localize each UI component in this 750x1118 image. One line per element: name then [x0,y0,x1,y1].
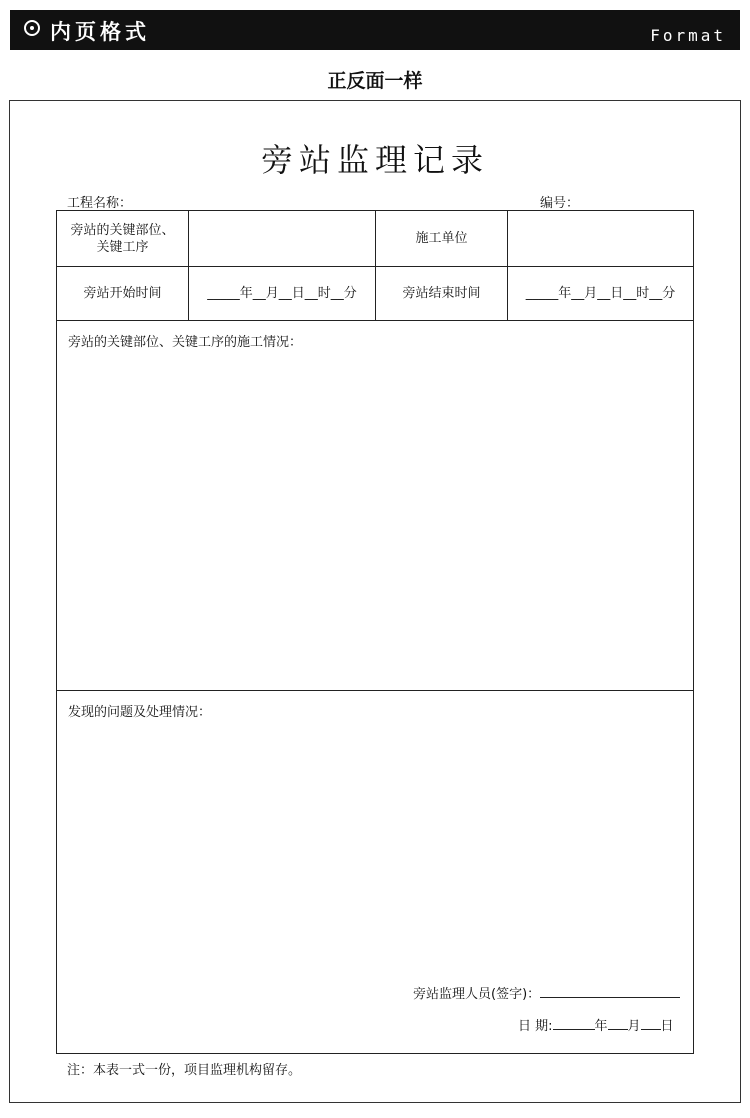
header-banner [10,10,740,50]
start-time-label: 旁站开始时间 [83,286,162,301]
key-part-label-line1: 旁站的关键部位、 [70,222,175,238]
end-time-value[interactable]: _____年__月__日__时__分 [525,286,676,301]
project-name-label: 工程名称： [67,196,133,211]
number-label: 编号： [540,196,580,211]
footer-note: 注：本表一式一份，项目监理机构留存。 [67,1063,302,1078]
signature-field[interactable] [540,985,680,998]
page-subtitle: 正反面一样 [327,70,423,92]
construction-unit-label: 施工单位 [415,231,468,246]
key-part-label-cell [57,211,188,266]
date-day-field[interactable] [641,1017,661,1030]
problems-handling-label: 发现的问题及处理情况： [68,705,212,720]
banner-format-label: Format [650,26,726,45]
date-day-label: 日 [660,1019,674,1034]
target-circle-icon [24,20,40,36]
date-label: 日 期: [518,1019,553,1034]
start-time-value[interactable]: _____年__月__日__时__分 [207,286,357,301]
form-title: 旁站监理记录 [260,141,489,179]
construction-unit-value-cell[interactable] [508,211,693,266]
section-divider [57,690,693,691]
key-part-value-cell[interactable] [189,211,375,266]
signature-label: 旁站监理人员(签字)： [413,987,541,1002]
date-month-label: 月 [627,1019,641,1034]
construction-situation-label: 旁站的关键部位、关键工序的施工情况： [68,335,303,350]
date-month-field[interactable] [608,1017,628,1030]
record-table [56,210,694,1054]
end-time-label: 旁站结束时间 [402,286,481,301]
date-year-label: 年 [594,1019,608,1034]
date-row [518,1015,674,1034]
signature-row [413,983,680,1002]
date-year-field[interactable] [553,1017,595,1030]
banner-title: 内页格式 [50,20,150,44]
key-part-label-line2: 关键工序 [96,239,149,255]
